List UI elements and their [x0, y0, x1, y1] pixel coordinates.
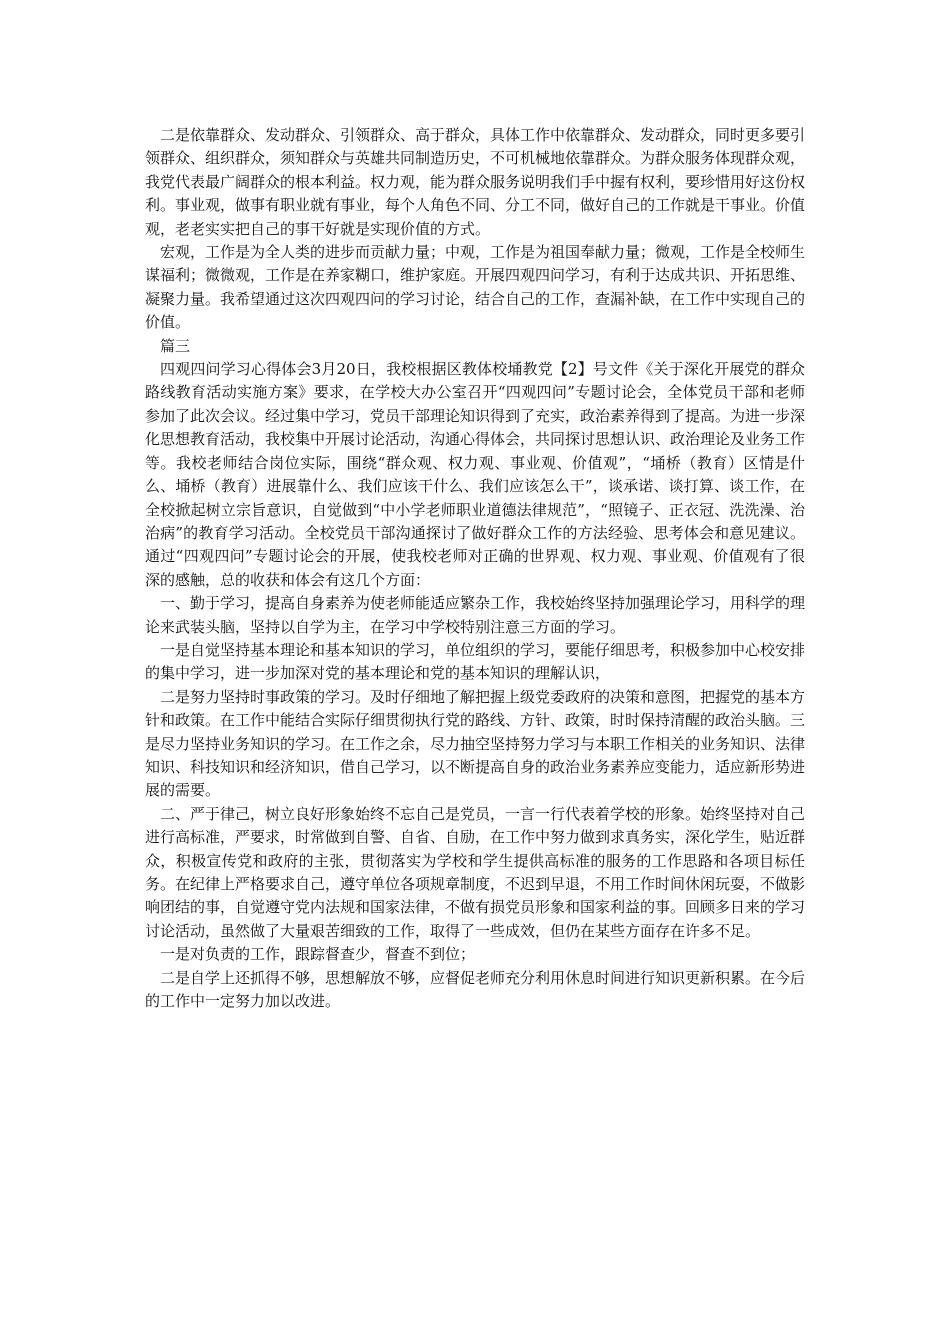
paragraph: 宏观，工作是为全人类的进步而贡献力量；中观，工作是为祖国奉献力量；微观，工作是全校师生谋福利；微微观，工作是在养家糊口，维护家庭。开展四观四问学习，有利于达成共识、开拓思维、凝聚力量。我希望通过这次四观四问的学习讨论，结合自己的工作，查漏补缺，在工作中实现自己的价值。	[145, 243, 806, 332]
paragraph: 一是对负责的工作，跟踪督查少，督查不到位；	[160, 945, 476, 964]
paragraph: 二是自学上还抓得不够，思想解放不够，应督促老师充分利用休息时间进行知识更新积累。在今后的工作中一定努力加以改进。	[145, 968, 806, 1011]
paragraph: 一是自觉坚持基本理论和基本知识的学习，单位组织的学习，要能仔细思考，积极参加中心校安排的集中学习，进一步加深对党的基本理论和党的基本知识的理解认识，	[145, 640, 806, 683]
document-body	[145, 124, 805, 1013]
paragraph: 四观四问学习心得体会3月20日，我校根据区教体校埇教党【2】号文件《关于深化开展党的群众路线教育活动实施方案》要求，在学校大办公室召开“四观四问”专题讨论会，全体党员干部和老师参加了此次会议。经过集中学习，党员干部理论知识得到了充实，政治素养得到了提高。为进一步深化思想教育活动，我校集中开展讨论活动，沟通心得体会，共同探讨思想认识、政治理论及业务工作等。我校老师结合岗位实际，围绕“群众观、权力观、事业观、价值观”，“埇桥（教育）区情是什么、埇桥（教育）进展靠什么、我们应该干什么、我们应该怎么干”，谈承诺、谈打算、谈工作，在全校掀起树立宗旨意识，自觉做到“中小学老师职业道德法律规范”，“照镜子、正衣冠、洗洗澡、治治病”的教育学习活动。全校党员干部沟通探讨了做好群众工作的方法经验、思考体会和意见建议。通过“四观四问”专题讨论会的开展，使我校老师对正确的世界观、权力观、事业观、价值观有了很深的感触，总的收获和体会有这几个方面：	[145, 360, 806, 589]
paragraph: 一、勤于学习，提高自身素养为使老师能适应繁杂工作，我校始终坚持加强理论学习，用科学的理论来武装头脑，坚持以自学为主，在学习中学校特别注意三方面的学习。	[145, 594, 806, 636]
paragraph: 二是努力坚持时事政策的学习。及时仔细地了解把握上级党委政府的决策和意图，把握党的基本方针和政策。在工作中能结合实际仔细贯彻执行党的路线、方针、政策，时时保持清醒的政治头脑。三是尽力坚持业务知识的学习。在工作之余，尽力抽空坚持努力学习与本职工作相关的业务知识、法律知识、科技知识和经济知识，借自己学习，以不断提高自身的政治业务素养应变能力，适应新形势进展的需要。	[145, 687, 806, 800]
paragraph: 二是依靠群众、发动群众、引领群众、高于群众，具体工作中依靠群众、发动群众，同时更多要引领群众、组织群众，须知群众与英雄共同制造历史，不可机械地依靠群众。为群众服务体现群众观，我党代表最广阔群众的根本利益。权力观，能为群众服务说明我们手中握有权利，要珍惜用好这份权利。事业观，做事有职业就有事业，每个人角色不同、分工不同，做好自己的工作就是干事业。价值观，老老实实把自己的事干好就是实现价值的方式。	[145, 126, 806, 238]
section-heading: 篇三	[160, 336, 191, 355]
paragraph: 二、严于律己，树立良好形象始终不忘自己是党员，一言一行代表着学校的形象。始终坚持对自己进行高标准，严要求，时常做到自警、自省、自励，在工作中努力做到求真务实，深化学生，贴近群众，积极宣传党和政府的主张，贯彻落实为学校和学生提供高标准的服务的工作思路和各项目标任务。在纪律上严格要求自己，遵守单位各项规章制度，不迟到早退，不用工作时间休闲玩耍，不做影响团结的事，自觉遵守党内法规和国家法律，不做有损党员形象和国家利益的事。回顾多日来的学习讨论活动，虽然做了大量艰苦细致的工作，取得了一些成效，但仍在某些方面存在许多不足。	[145, 804, 806, 940]
